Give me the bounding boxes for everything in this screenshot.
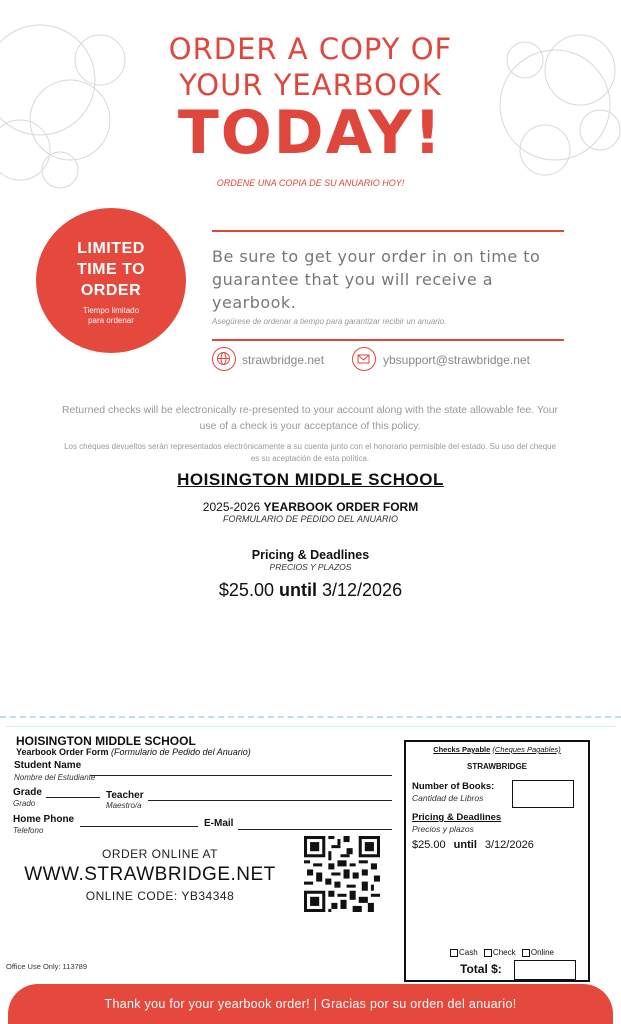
option-check[interactable]: Check	[484, 948, 516, 957]
grade-label: Grade	[13, 787, 42, 798]
headline-today: TODAY!	[177, 98, 444, 168]
home-phone-label-es: Telefono	[13, 826, 44, 835]
office-use-only: Office Use Only: 113789	[6, 962, 88, 971]
price-deadline: $25.00 until 3/12/2026	[218, 580, 403, 600]
school-name: HOISINGTON MIDDLE SCHOOL	[177, 470, 444, 489]
badge-subtitle: Tiempo limitado para ordenar	[82, 306, 140, 325]
teacher-label-es: Maestro/a	[106, 801, 142, 810]
email-label: E-Mail	[204, 818, 234, 829]
num-books-label: Number of Books:	[412, 781, 495, 792]
tear-line-inner	[6, 726, 616, 727]
headline-line-1: ORDER A COPY OF	[168, 32, 453, 66]
globe-icon	[212, 347, 236, 371]
cash-checkbox[interactable]	[450, 949, 458, 957]
box-price-deadline: $25.00 until 3/12/2026	[412, 839, 534, 851]
envelope-icon	[352, 347, 376, 371]
order-message: Be sure to get your order in on time to guarantee that you will receive a yearbook.	[212, 247, 541, 312]
payment-options	[450, 948, 558, 959]
box-pricing-heading: Pricing & Deadlines	[412, 812, 502, 823]
order-online-label: ORDER ONLINE AT	[102, 847, 218, 861]
form-title-es: FORMULARIO DE PEDIDO DEL ANUARIO	[222, 514, 399, 524]
grade-field[interactable]	[46, 797, 100, 798]
checks-payable-label: Checks Payable (Cheques Pagables)	[433, 745, 561, 754]
qr-code[interactable]	[304, 836, 380, 912]
divider-bottom	[212, 339, 564, 341]
email-link[interactable]: ybsupport@strawbridge.net	[383, 353, 530, 367]
option-cash[interactable]: Cash	[450, 948, 478, 957]
student-name-field[interactable]	[90, 775, 392, 776]
returned-checks-notice: Returned checks will be electronically re-presented to your account along with the state allowable fee. Your use of a check is your acceptance of this policy.	[61, 404, 559, 432]
box-pricing-heading-es: Precios y plazos	[412, 824, 474, 834]
payment-box	[404, 740, 590, 982]
badge-title: LIMITED TIME TO ORDER	[76, 240, 146, 299]
payee-name: STRAWBRIDGE	[467, 762, 527, 771]
total-label: Total $:	[460, 962, 502, 976]
returned-checks-notice-es: Los cheques devueltos serán representados electrónicamente a su cuenta junto con el honorario permisible del estado. Su uso del cheque es su aceptación de esta política.	[64, 442, 556, 463]
divider-top	[212, 230, 564, 232]
check-checkbox[interactable]	[484, 949, 492, 957]
headline-subtitle-es: ORDENE UNA COPIA DE SU ANUARIO HOY!	[216, 178, 405, 188]
headline-line-2: YOUR YEARBOOK	[179, 68, 442, 102]
total-input[interactable]	[514, 960, 576, 980]
order-online-url[interactable]: WWW.STRAWBRIDGE.NET	[24, 864, 276, 885]
tear-line	[0, 716, 621, 718]
slip-school-name: HOISINGTON MIDDLE SCHOOL	[16, 734, 196, 748]
form-title: 2025-2026 YEARBOOK ORDER FORM	[202, 500, 419, 514]
pricing-heading: Pricing & Deadlines	[251, 548, 370, 562]
limited-time-badge	[36, 208, 186, 353]
order-message-es: Asegúrese de ordenar a tiempo para garantizar recibir un anuario.	[212, 317, 447, 326]
email-field[interactable]	[238, 829, 392, 830]
thank-you-banner: Thank you for your yearbook order! | Gracias por su orden del anuario!	[8, 984, 613, 1024]
online-checkbox[interactable]	[522, 949, 530, 957]
student-name-label-es: Nombre del Estudiante	[14, 773, 96, 782]
option-online[interactable]: Online	[522, 948, 554, 957]
home-phone-label: Home Phone	[13, 814, 75, 825]
website-link[interactable]: strawbridge.net	[242, 353, 325, 367]
grade-label-es: Grado	[13, 799, 36, 808]
slip-form-title: Yearbook Order Form (Formulario de Pedido del Anuario)	[16, 747, 251, 757]
teacher-field[interactable]	[148, 800, 392, 801]
online-code: ONLINE CODE: YB34348	[85, 889, 235, 903]
student-name-label: Student Name	[14, 760, 82, 771]
num-books-label-es: Cantidad de Libros	[412, 793, 484, 803]
teacher-label: Teacher	[106, 790, 144, 801]
home-phone-field[interactable]	[80, 826, 198, 827]
num-books-input[interactable]	[512, 780, 574, 808]
pricing-heading-es: PRECIOS Y PLAZOS	[269, 562, 352, 572]
